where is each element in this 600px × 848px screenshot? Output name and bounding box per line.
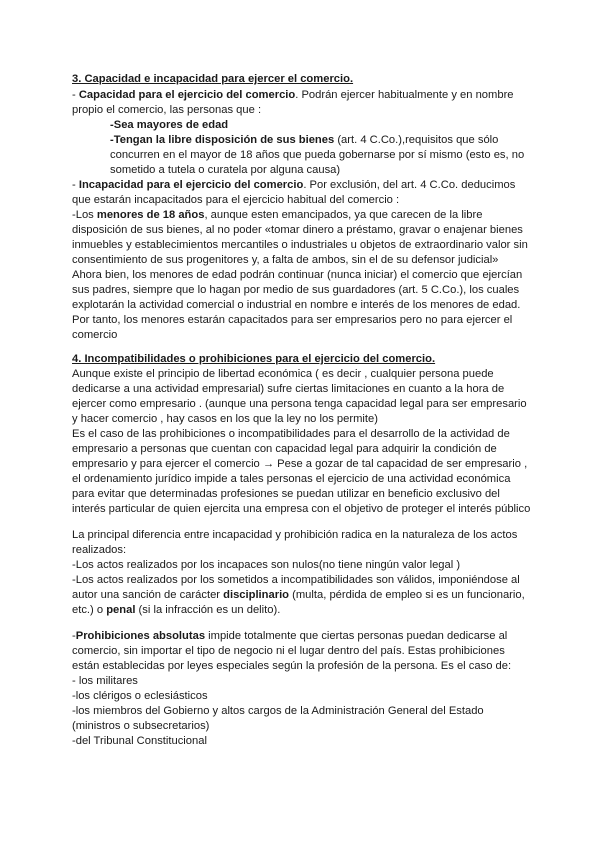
text-line: concurren en el mayor de 18 años que pueda gobernarse por sí mismo (esto es, no: [110, 149, 525, 161]
text-line: inmuebles y establecimientos mercantiles o industriales u objetos de extraordinario valor sin: [72, 239, 528, 251]
list-item: - los militares: [72, 675, 138, 687]
requirement-item: -Tengan la libre disposición de sus bienes (art. 4 C.Co.),requisitos que sólo: [110, 134, 499, 146]
list-item: (ministros o subsecretarios): [72, 720, 210, 732]
text-line: sometido a tutela o curatela por alguna causa): [110, 164, 341, 176]
text-line: empresario a personas que cuentan con capacidad legal para adquirir la condición de: [72, 443, 497, 455]
penal-term: penal: [106, 604, 136, 616]
text-line: dedicarse a una actividad empresarial) sufre ciertas limitaciones en cuanto a la hora de: [72, 383, 505, 395]
text-line: Es el caso de las prohibiciones o incompatibilidades para el desarrollo de la actividad de: [72, 428, 510, 440]
text-line: ejercer como empresario . (aunque una persona tenga capacidad legal para ser empresario: [72, 398, 527, 410]
incapacity-paragraph: - Incapacidad para el ejercicio del comercio. Por exclusión, del art. 4 C.Co. deducimos: [72, 179, 516, 191]
capacity-paragraph: - Capacidad para el ejercicio del comercio. Podrán ejercer habitualmente y en nombre: [72, 89, 514, 101]
text-line: el ordenamiento jurídico impide a tales personas el ejercicio de una actividad económica: [72, 473, 511, 485]
text-line: Aunque existe el principio de libertad económica ( es decir , cualquier persona puede: [72, 368, 494, 380]
text-line: disposición de sus bienes, al no poder «tomar dinero a préstamo, gravar o enajenar bienes: [72, 224, 523, 236]
absolute-prohibitions-paragraph: -Prohibiciones absolutas impide totalmente que ciertas personas puedan dedicarse al: [72, 630, 508, 642]
text-line: para evitar que determinadas profesiones se puedan utilizar en beneficio exclusivo del: [72, 488, 500, 500]
text-line: empresario y para ejercer el comercio → Pese a gozar de tal capacidad de ser empresario ,: [72, 458, 528, 470]
text-line: comercio, sin importar el tipo de negocio ni el lugar dentro del país. Estas prohibiciones: [72, 645, 505, 657]
text-line: -Los actos realizados por los sometidos a incompatibilidades son válidos, imponiéndose al: [72, 574, 520, 586]
minors-paragraph: -Los menores de 18 años, aunque esten emancipados, ya que carecen de la libre: [72, 209, 483, 221]
text-line: -Los actos realizados por los incapaces son nulos(no tiene ningún valor legal ): [72, 559, 461, 571]
section-3-heading: 3. Capacidad e incapacidad para ejercer el comercio.: [72, 73, 354, 85]
text-line: explotarán la actividad comercial o industrial en nombre e interés de los menores de edad.: [72, 299, 521, 311]
text-line: están establecidas por leyes especiales según la profesión de la persona. Es el caso de:: [72, 660, 512, 672]
text-line: propio el comercio, las personas que :: [72, 104, 262, 116]
text-line: Por tanto, los menores estarán capacitados para ser empresarios pero no para ejercer el: [72, 314, 513, 326]
section-4-heading: 4. Incompatibilidades o prohibiciones para el ejercicio del comercio.: [72, 353, 436, 365]
capacity-term: Capacidad para el ejercicio del comercio: [78, 89, 296, 101]
list-item: -los miembros del Gobierno y altos cargos de la Administración General del Estado: [72, 705, 484, 717]
text-line: interés particular de quien ejercita una empresa con el objetivo de proteger el interés público: [72, 503, 531, 515]
text-line: Ahora bien, los menores de edad podrán continuar (nunca iniciar) el comercio que ejercían: [72, 269, 523, 281]
minors-term: menores de 18 años: [96, 209, 205, 221]
text-line: sus padres, siempre que lo hagan por medio de sus guardadores (art. 5 C.Co.), los cuales: [72, 284, 520, 296]
absolute-prohibitions-term: Prohibiciones absolutas: [75, 630, 206, 642]
text-line: que estarán incapacitados para el ejercicio habitual del comercio :: [72, 194, 400, 206]
text-line: comercio: [72, 329, 118, 341]
disciplinary-term: disciplinario: [223, 589, 290, 601]
text-line: autor una sanción de carácter disciplinario (multa, pérdida de empleo si es un funcionario,: [72, 589, 525, 601]
text-line: consentimiento de sus progenitores y, a falta de ambos, sin el de su defensor judicial»: [72, 254, 499, 266]
text-line: La principal diferencia entre incapacidad y prohibición radica en la naturaleza de los actos: [72, 529, 518, 541]
requirement-item: -Sea mayores de edad: [110, 119, 229, 131]
text-line: y hacer comercio , hay casos en los que la ley no los permite): [72, 413, 378, 425]
text-line: realizados:: [72, 544, 127, 556]
list-item: -los clérigos o eclesiásticos: [72, 690, 208, 702]
text-line: etc.) o penal (si la infracción es un delito).: [72, 604, 281, 616]
incapacity-term: Incapacidad para el ejercicio del comercio: [78, 179, 304, 191]
list-item: -del Tribunal Constitucional: [72, 735, 207, 747]
